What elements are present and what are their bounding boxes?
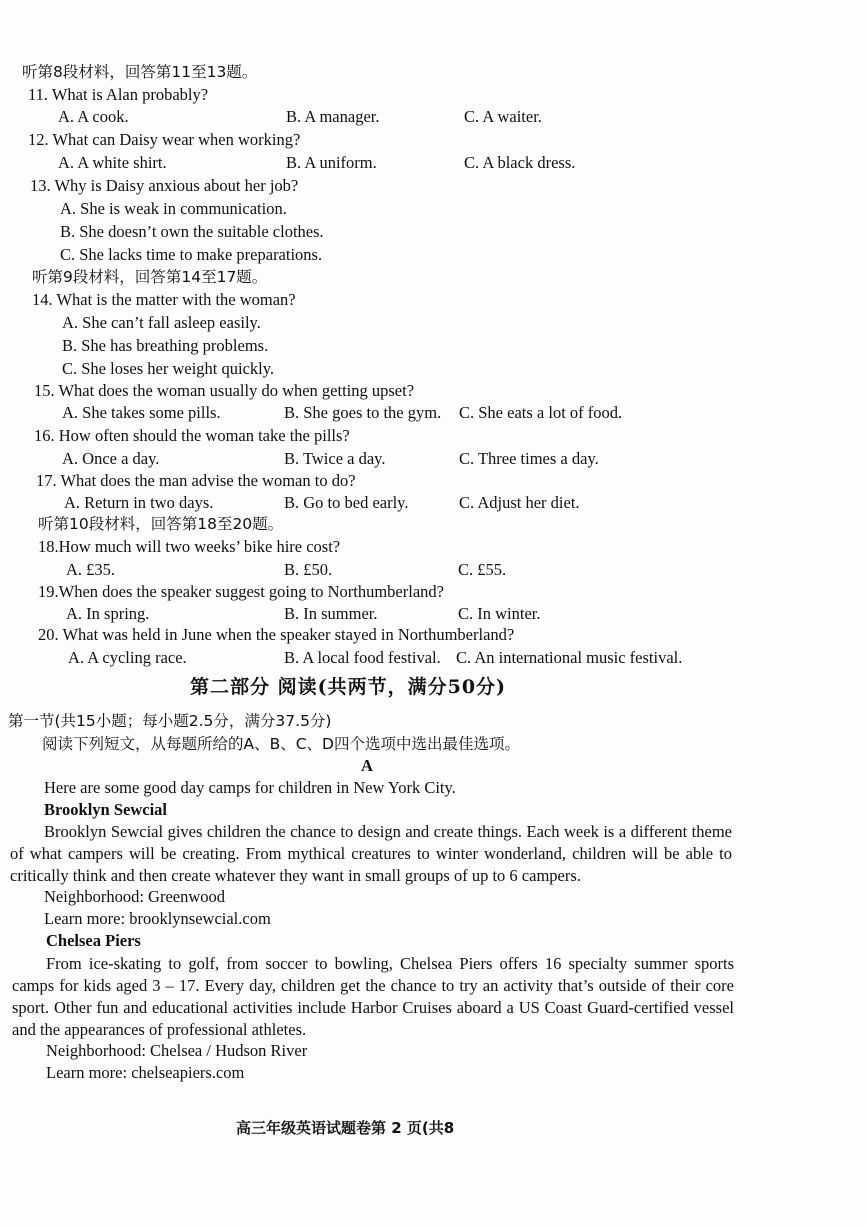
page-footer: 高三年级英语试题卷第 2 页(共8: [236, 1119, 455, 1137]
q18-option-a: A. £35.: [66, 560, 116, 579]
camp-2-description: From ice-skating to golf, from soccer to bowling, Chelsea Piers offers 16 specialty summer sports camps for kids aged 3 – 17. Every day, children get the chance to try an activity that’s outside of their core sport. Other fun and educational activities include Harbor Cruises aboard a US Coast Guard-certified vessel and the appearances of professional athletes.: [12, 954, 734, 1039]
section-9-heading: 听第9段材料，回答第14至17题。: [32, 268, 268, 286]
q15-option-b: B. She goes to the gym.: [284, 403, 442, 422]
q18-option-c: C. £55.: [458, 560, 507, 579]
camp-1-neighborhood: Neighborhood: Greenwood: [44, 887, 226, 906]
q12-option-a: A. A white shirt.: [58, 153, 167, 172]
q20-option-b: B. A local food festival.: [284, 648, 441, 667]
section-8-heading: 听第8段材料，回答第11至13题。: [22, 63, 258, 81]
q19-option-a: A. In spring.: [66, 604, 150, 623]
q19-stem: 19.When does the speaker suggest going to Northumberland?: [38, 582, 444, 601]
camp-1-name: Brooklyn Sewcial: [44, 800, 168, 819]
q11-option-c: C. A waiter.: [464, 107, 542, 126]
q13-option-b: B. She doesn’t own the suitable clothes.: [60, 222, 324, 241]
q16-stem: 16. How often should the woman take the pills?: [34, 426, 350, 445]
section-10-heading: 听第10段材料，回答第18至20题。: [38, 515, 284, 533]
q12-option-c: C. A black dress.: [464, 153, 576, 172]
q17-option-a: A. Return in two days.: [64, 493, 214, 512]
q14-option-a: A. She can’t fall asleep easily.: [62, 313, 261, 332]
q16-option-c: C. Three times a day.: [459, 449, 599, 468]
passage-label: A: [361, 756, 373, 775]
q18-option-b: B. £50.: [284, 560, 333, 579]
q13-option-c: C. She lacks time to make preparations.: [60, 245, 323, 264]
q12-stem: 12. What can Daisy wear when working?: [28, 130, 301, 149]
q11-stem: 11. What is Alan probably?: [28, 85, 209, 104]
camp-1-learn-more: Learn more: brooklynsewcial.com: [44, 909, 271, 928]
q19-option-b: B. In summer.: [284, 604, 378, 623]
q17-option-c: C. Adjust her diet.: [459, 493, 580, 512]
passage-intro: Here are some good day camps for children in New York City.: [44, 778, 456, 797]
q11-option-a: A. A cook.: [58, 107, 129, 126]
q13-option-a: A. She is weak in communication.: [60, 199, 287, 218]
q14-option-b: B. She has breathing problems.: [62, 336, 269, 355]
section-1-heading: 第一节(共15小题；每小题2.5分，满分37.5分): [8, 712, 332, 730]
q15-option-c: C. She eats a lot of food.: [459, 403, 623, 422]
q16-option-b: B. Twice a day.: [284, 449, 386, 468]
q15-stem: 15. What does the woman usually do when getting upset?: [34, 381, 415, 400]
q15-option-a: A. She takes some pills.: [62, 403, 221, 422]
q13-stem: 13. Why is Daisy anxious about her job?: [30, 176, 299, 195]
q20-option-a: A. A cycling race.: [68, 648, 187, 667]
camp-2-name: Chelsea Piers: [46, 931, 141, 950]
q20-stem: 20. What was held in June when the speaker stayed in Northumberland?: [38, 625, 515, 644]
q16-option-a: A. Once a day.: [62, 449, 160, 468]
part-two-title: 第二部分 阅读(共两节，满分50分): [190, 676, 507, 698]
q20-option-c: C. An international music festival.: [456, 648, 683, 667]
camp-2-neighborhood: Neighborhood: Chelsea / Hudson River: [46, 1041, 308, 1060]
q12-option-b: B. A uniform.: [286, 153, 377, 172]
q11-option-b: B. A manager.: [286, 107, 380, 126]
q17-option-b: B. Go to bed early.: [284, 493, 409, 512]
camp-1-description: Brooklyn Sewcial gives children the chance to design and create things. Each week is a different theme of what campers will be creating. From mythical creatures to winter wonderland, children will be able to critically think and then create whatever they want in small groups of up to 6 campers.: [10, 822, 732, 885]
reading-instructions: 阅读下列短文，从每题所给的A、B、C、D四个选项中选出最佳选项。: [42, 735, 520, 753]
camp-2-learn-more: Learn more: chelseapiers.com: [46, 1063, 245, 1082]
q19-option-c: C. In winter.: [458, 604, 541, 623]
q18-stem: 18.How much will two weeks’ bike hire cost?: [38, 537, 341, 556]
q14-option-c: C. She loses her weight quickly.: [62, 359, 275, 378]
q14-stem: 14. What is the matter with the woman?: [32, 290, 296, 309]
q17-stem: 17. What does the man advise the woman to do?: [36, 471, 356, 490]
